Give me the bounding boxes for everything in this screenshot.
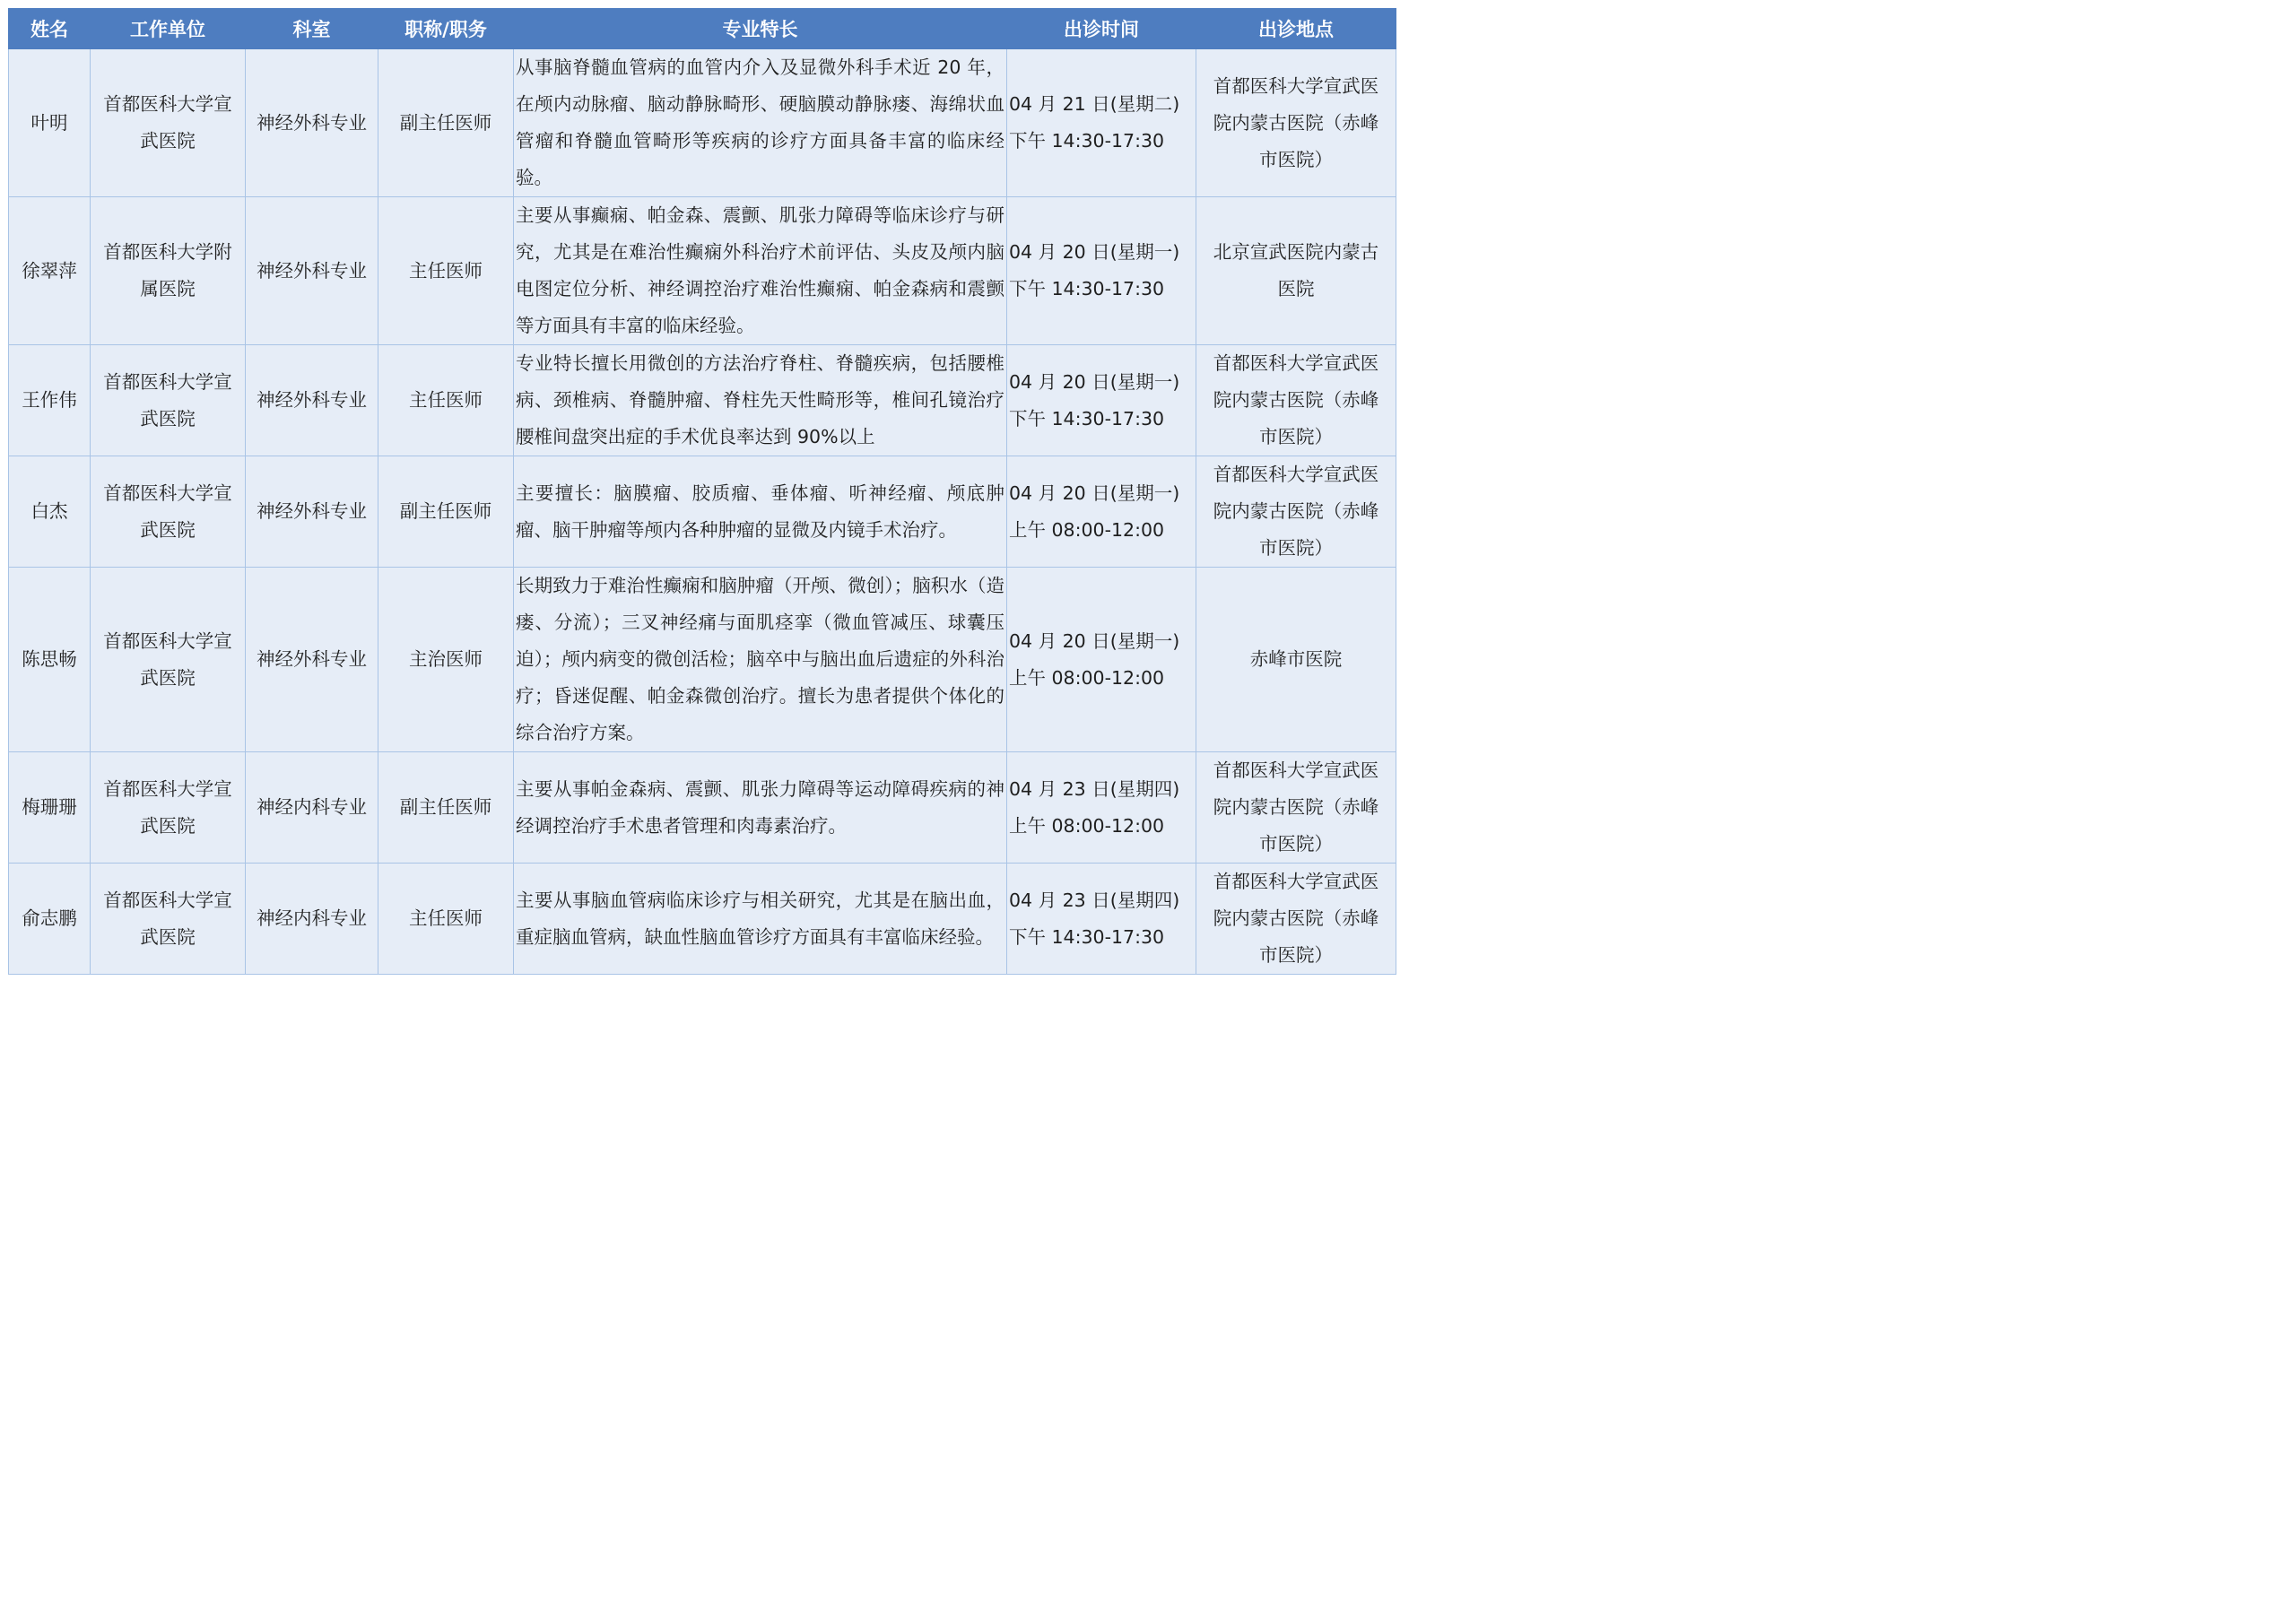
- doctor-name: 王作伟: [9, 345, 91, 456]
- clinic-time: [1007, 197, 1196, 345]
- work-unit-line: 首都医科大学宣: [103, 889, 232, 911]
- clinic-date: 04 月 23 日(星期四): [1009, 777, 1180, 800]
- table-row: [9, 197, 1396, 345]
- clinic-place-line: 市医院）: [1259, 148, 1333, 170]
- work-unit: [91, 49, 246, 197]
- clinic-hours: 上午 08:00-12:00: [1009, 666, 1165, 689]
- work-unit: [91, 568, 246, 752]
- clinic-place-line: 首都医科大学宣武医: [1213, 352, 1379, 374]
- clinic-time: [1007, 752, 1196, 864]
- work-unit: [91, 345, 246, 456]
- work-unit-line: 武医院: [140, 814, 196, 837]
- clinic-date: 04 月 21 日(星期二): [1009, 93, 1180, 115]
- clinic-place-line: 市医院）: [1259, 944, 1333, 966]
- doctor-name: 叶明: [9, 49, 91, 197]
- header-specialty: 专业特长: [514, 9, 1007, 49]
- department: 神经外科专业: [246, 456, 378, 568]
- work-unit-line: 首都医科大学宣: [103, 93, 232, 115]
- doctor-name: 徐翠萍: [9, 197, 91, 345]
- clinic-place-line: 院内蒙古医院（赤峰: [1213, 389, 1379, 411]
- doctor-name: 俞志鹏: [9, 864, 91, 975]
- table-row: [9, 456, 1396, 568]
- work-unit-line: 首都医科大学宣: [103, 777, 232, 800]
- table-row: [9, 345, 1396, 456]
- job-title: 主任医师: [378, 197, 514, 345]
- clinic-hours: 上午 08:00-12:00: [1009, 814, 1165, 837]
- work-unit-line: 武医院: [140, 925, 196, 948]
- clinic-place: [1196, 197, 1396, 345]
- department: 神经内科专业: [246, 752, 378, 864]
- department: 神经内科专业: [246, 864, 378, 975]
- work-unit-line: 武医院: [140, 407, 196, 430]
- table-row: [9, 568, 1396, 752]
- clinic-time: [1007, 49, 1196, 197]
- clinic-place: [1196, 568, 1396, 752]
- clinic-place-line: 首都医科大学宣武医: [1213, 759, 1379, 781]
- clinic-place-line: 首都医科大学宣武医: [1213, 871, 1379, 892]
- clinic-time: [1007, 345, 1196, 456]
- clinic-hours: 下午 14:30-17:30: [1009, 130, 1165, 152]
- clinic-place-line: 院内蒙古医院（赤峰: [1213, 500, 1379, 522]
- work-unit-line: 属医院: [140, 278, 196, 299]
- specialty: 主要擅长：脑膜瘤、胶质瘤、垂体瘤、听神经瘤、颅底肿瘤、脑干肿瘤等颅内各种肿瘤的显微及内镜手术治疗。: [514, 456, 1007, 568]
- specialty: 专业特长擅长用微创的方法治疗脊柱、脊髓疾病，包括腰椎病、颈椎病、脊髓肿瘤、脊柱先天性畸形等，椎间孔镜治疗腰椎间盘突出症的手术优良率达到 90%以上: [514, 345, 1007, 456]
- header-time: 出诊时间: [1007, 9, 1196, 49]
- table-row: [9, 752, 1396, 864]
- clinic-place: [1196, 49, 1396, 197]
- work-unit-line: 武医院: [140, 666, 196, 689]
- clinic-place-line: 首都医科大学宣武医: [1213, 74, 1379, 97]
- job-title: 主任医师: [378, 864, 514, 975]
- work-unit-line: 首都医科大学宣: [103, 482, 232, 504]
- specialty: 主要从事癫痫、帕金森、震颤、肌张力障碍等临床诊疗与研究，尤其是在难治性癫痫外科治疗术前评估、头皮及颅内脑电图定位分析、神经调控治疗难治性癫痫、帕金森病和震颤等方面具有丰富的临床经验。: [514, 197, 1007, 345]
- clinic-place: [1196, 456, 1396, 568]
- work-unit-line: 武医院: [140, 518, 196, 541]
- clinic-place-line: 北京宣武医院内蒙古: [1213, 241, 1379, 263]
- clinic-time: [1007, 456, 1196, 568]
- clinic-place-line: 赤峰市医院: [1249, 648, 1343, 670]
- clinic-place-line: 市医院）: [1259, 833, 1333, 855]
- header-dept: 科室: [246, 9, 378, 49]
- table-row: [9, 864, 1396, 975]
- doctor-name: 白杰: [9, 456, 91, 568]
- work-unit-line: 首都医科大学宣: [103, 370, 232, 393]
- job-title: 主治医师: [378, 568, 514, 752]
- clinic-place-line: 市医院）: [1259, 537, 1333, 559]
- work-unit-line: 首都医科大学附: [103, 241, 232, 263]
- header-place: 出诊地点: [1196, 9, 1396, 49]
- department: 神经外科专业: [246, 49, 378, 197]
- clinic-hours: 下午 14:30-17:30: [1009, 407, 1165, 430]
- clinic-place-line: 医院: [1277, 278, 1315, 299]
- department: 神经外科专业: [246, 345, 378, 456]
- clinic-date: 04 月 23 日(星期四): [1009, 889, 1180, 911]
- department: 神经外科专业: [246, 568, 378, 752]
- clinic-place-line: 首都医科大学宣武医: [1213, 464, 1379, 485]
- clinic-place-line: 院内蒙古医院（赤峰: [1213, 796, 1379, 818]
- specialty: 长期致力于难治性癫痫和脑肿瘤（开颅、微创）；脑积水（造瘘、分流）；三叉神经痛与面肌痉挛（微血管减压、球囊压迫）；颅内病变的微创活检；脑卒中与脑出血后遗症的外科治疗；昏迷促醒、帕金森微创治疗。擅长为患者提供个体化的综合治疗方案。: [514, 568, 1007, 752]
- clinic-time: [1007, 864, 1196, 975]
- job-title: 副主任医师: [378, 49, 514, 197]
- clinic-hours: 下午 14:30-17:30: [1009, 278, 1165, 299]
- header-name: 姓名: [9, 9, 91, 49]
- department: 神经外科专业: [246, 197, 378, 345]
- clinic-date: 04 月 20 日(星期一): [1009, 482, 1180, 504]
- clinic-place: [1196, 752, 1396, 864]
- work-unit: [91, 864, 246, 975]
- job-title: 副主任医师: [378, 456, 514, 568]
- header-title: 职称/职务: [378, 9, 514, 49]
- clinic-date: 04 月 20 日(星期一): [1009, 241, 1180, 263]
- table-row: [9, 49, 1396, 197]
- clinic-place-line: 院内蒙古医院（赤峰: [1213, 907, 1379, 929]
- work-unit: [91, 456, 246, 568]
- clinic-date: 04 月 20 日(星期一): [1009, 370, 1180, 393]
- work-unit: [91, 197, 246, 345]
- header-unit: 工作单位: [91, 9, 246, 49]
- clinic-place-line: 院内蒙古医院（赤峰: [1213, 111, 1379, 134]
- header-row: [9, 9, 1396, 49]
- clinic-hours: 上午 08:00-12:00: [1009, 518, 1165, 541]
- doctor-name: 梅珊珊: [9, 752, 91, 864]
- clinic-time: [1007, 568, 1196, 752]
- work-unit-line: 武医院: [140, 130, 196, 152]
- job-title: 副主任医师: [378, 752, 514, 864]
- clinic-hours: 下午 14:30-17:30: [1009, 925, 1165, 948]
- doctor-name: 陈思畅: [9, 568, 91, 752]
- clinic-date: 04 月 20 日(星期一): [1009, 629, 1180, 652]
- clinic-place-line: 市医院）: [1259, 426, 1333, 447]
- specialty: 从事脑脊髓血管病的血管内介入及显微外科手术近 20 年，在颅内动脉瘤、脑动静脉畸形、硬脑膜动静脉瘘、海绵状血管瘤和脊髓血管畸形等疾病的诊疗方面具备丰富的临床经验。: [514, 49, 1007, 197]
- specialty: 主要从事脑血管病临床诊疗与相关研究，尤其是在脑出血，重症脑血管病，缺血性脑血管诊疗方面具有丰富临床经验。: [514, 864, 1007, 975]
- clinic-place: [1196, 345, 1396, 456]
- job-title: 主任医师: [378, 345, 514, 456]
- work-unit-line: 首都医科大学宣: [103, 629, 232, 652]
- specialty: 主要从事帕金森病、震颤、肌张力障碍等运动障碍疾病的神经调控治疗手术患者管理和肉毒素治疗。: [514, 752, 1007, 864]
- work-unit: [91, 752, 246, 864]
- clinic-place: [1196, 864, 1396, 975]
- doctor-schedule-table: [8, 8, 1396, 975]
